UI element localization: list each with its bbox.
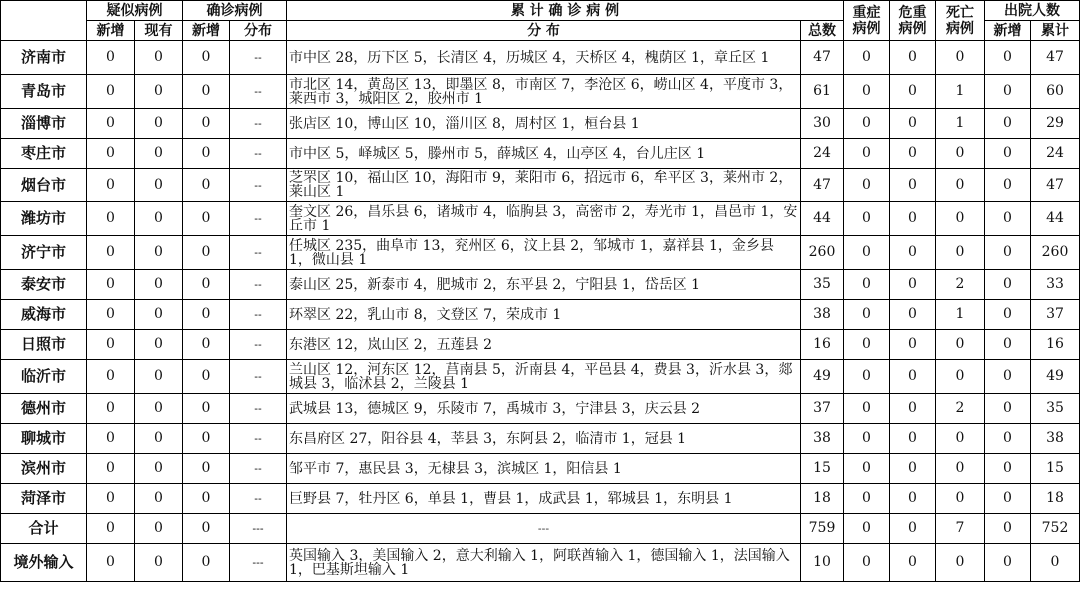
distribution-text: --- <box>287 514 801 544</box>
discharged-cumulative: 35 <box>1031 394 1080 424</box>
total-cases: 47 <box>801 169 844 202</box>
discharged-new: 0 <box>985 270 1031 300</box>
city-name: 淄博市 <box>1 109 87 139</box>
city-name: 威海市 <box>1 300 87 330</box>
header-confirmed-distribution: 分布 <box>230 21 287 41</box>
discharged-cumulative: 29 <box>1031 109 1080 139</box>
confirmed-distribution: -- <box>230 109 287 139</box>
city-name: 泰安市 <box>1 270 87 300</box>
discharged-new: 0 <box>985 394 1031 424</box>
suspected-current: 0 <box>135 41 183 75</box>
header-city-blank <box>1 1 87 41</box>
table-row <box>1 75 1080 109</box>
total-cases: 10 <box>801 544 844 582</box>
confirmed-distribution: -- <box>230 202 287 236</box>
header-suspected-current: 现有 <box>135 21 183 41</box>
table-row <box>1 202 1080 236</box>
confirmed-new: 0 <box>183 139 230 169</box>
distribution-text: 市中区 28，历下区 5，长清区 4，历城区 4，天桥区 4，槐荫区 1，章丘区 1 <box>287 41 801 75</box>
suspected-current: 0 <box>135 454 183 484</box>
critical-cases: 0 <box>890 360 936 394</box>
death-cases: 0 <box>936 544 985 582</box>
total-cases: 30 <box>801 109 844 139</box>
distribution-text: 武城县 13，德城区 9，乐陵市 7，禹城市 3，宁津县 3，庆云县 2 <box>287 394 801 424</box>
confirmed-new: 0 <box>183 514 230 544</box>
discharged-cumulative: 24 <box>1031 139 1080 169</box>
total-cases: 16 <box>801 330 844 360</box>
critical-cases: 0 <box>890 454 936 484</box>
header-cumulative: 累 计 确 诊 病 例 <box>287 1 844 21</box>
table-row <box>1 484 1080 514</box>
confirmed-distribution: -- <box>230 236 287 270</box>
city-name: 合计 <box>1 514 87 544</box>
severe-cases: 0 <box>844 139 890 169</box>
discharged-new: 0 <box>985 514 1031 544</box>
distribution-text: 任城区 235，曲阜市 13，兖州区 6，汶上县 2，邹城市 1，嘉祥县 1，金乡县 1，微山县 1 <box>287 236 801 270</box>
severe-cases: 0 <box>844 109 890 139</box>
discharged-cumulative: 752 <box>1031 514 1080 544</box>
confirmed-distribution: -- <box>230 169 287 202</box>
discharged-cumulative: 16 <box>1031 330 1080 360</box>
confirmed-new: 0 <box>183 424 230 454</box>
death-cases: 0 <box>936 169 985 202</box>
header-discharged-cumulative: 累计 <box>1031 21 1080 41</box>
table-row <box>1 109 1080 139</box>
suspected-current: 0 <box>135 139 183 169</box>
suspected-current: 0 <box>135 109 183 139</box>
discharged-new: 0 <box>985 454 1031 484</box>
discharged-new: 0 <box>985 544 1031 582</box>
discharged-cumulative: 18 <box>1031 484 1080 514</box>
total-cases: 61 <box>801 75 844 109</box>
severe-cases: 0 <box>844 424 890 454</box>
confirmed-distribution: -- <box>230 454 287 484</box>
suspected-current: 0 <box>135 424 183 454</box>
death-cases: 0 <box>936 236 985 270</box>
discharged-new: 0 <box>985 169 1031 202</box>
header-total: 总数 <box>801 21 844 41</box>
suspected-new: 0 <box>87 75 135 109</box>
suspected-new: 0 <box>87 424 135 454</box>
confirmed-new: 0 <box>183 544 230 582</box>
city-name: 潍坊市 <box>1 202 87 236</box>
severe-cases: 0 <box>844 270 890 300</box>
table-row <box>1 360 1080 394</box>
discharged-new: 0 <box>985 202 1031 236</box>
death-cases: 0 <box>936 484 985 514</box>
critical-cases: 0 <box>890 270 936 300</box>
distribution-text: 邹平市 7，惠民县 3，无棣县 3，滨城区 1，阳信县 1 <box>287 454 801 484</box>
discharged-cumulative: 33 <box>1031 270 1080 300</box>
distribution-text: 市北区 14，黄岛区 13，即墨区 8，市南区 7，李沧区 6，崂山区 4，平度市 3，莱西市 3，城阳区 2，胶州市 1 <box>287 75 801 109</box>
suspected-current: 0 <box>135 270 183 300</box>
distribution-text: 张店区 10，博山区 10，淄川区 8，周村区 1，桓台县 1 <box>287 109 801 139</box>
city-name: 滨州市 <box>1 454 87 484</box>
total-cases: 38 <box>801 424 844 454</box>
table-row <box>1 424 1080 454</box>
confirmed-distribution: -- <box>230 424 287 454</box>
distribution-text: 兰山区 12，河东区 12，莒南县 5，沂南县 4，平邑县 4，费县 3，沂水县 3，郯城县 3，临沭县 2，兰陵县 1 <box>287 360 801 394</box>
critical-cases: 0 <box>890 41 936 75</box>
table-row <box>1 270 1080 300</box>
death-cases: 7 <box>936 514 985 544</box>
city-name: 日照市 <box>1 330 87 360</box>
suspected-new: 0 <box>87 41 135 75</box>
city-name: 烟台市 <box>1 169 87 202</box>
total-cases: 35 <box>801 270 844 300</box>
severe-cases: 0 <box>844 202 890 236</box>
suspected-current: 0 <box>135 202 183 236</box>
total-cases: 759 <box>801 514 844 544</box>
discharged-new: 0 <box>985 75 1031 109</box>
discharged-new: 0 <box>985 236 1031 270</box>
table-row <box>1 330 1080 360</box>
severe-cases: 0 <box>844 169 890 202</box>
city-name: 枣庄市 <box>1 139 87 169</box>
total-cases: 18 <box>801 484 844 514</box>
total-cases: 47 <box>801 41 844 75</box>
suspected-new: 0 <box>87 202 135 236</box>
header-suspected-new: 新增 <box>87 21 135 41</box>
table-row <box>1 169 1080 202</box>
death-cases: 1 <box>936 109 985 139</box>
death-cases: 1 <box>936 75 985 109</box>
table-row <box>1 544 1080 582</box>
confirmed-distribution: -- <box>230 75 287 109</box>
discharged-new: 0 <box>985 139 1031 169</box>
suspected-new: 0 <box>87 330 135 360</box>
distribution-text: 芝罘区 10，福山区 10，海阳市 9，莱阳市 6，招远市 6，牟平区 3，莱州市 2，莱山区 1 <box>287 169 801 202</box>
city-name: 境外输入 <box>1 544 87 582</box>
distribution-text: 环翠区 22，乳山市 8，文登区 7，荣成市 1 <box>287 300 801 330</box>
severe-cases: 0 <box>844 41 890 75</box>
table-row <box>1 236 1080 270</box>
critical-cases: 0 <box>890 544 936 582</box>
city-name: 青岛市 <box>1 75 87 109</box>
header-confirmed-new: 新增 <box>183 21 230 41</box>
total-cases: 24 <box>801 139 844 169</box>
discharged-new: 0 <box>985 41 1031 75</box>
discharged-cumulative: 0 <box>1031 544 1080 582</box>
header-discharged-new: 新增 <box>985 21 1031 41</box>
critical-cases: 0 <box>890 394 936 424</box>
total-cases: 49 <box>801 360 844 394</box>
discharged-new: 0 <box>985 300 1031 330</box>
confirmed-new: 0 <box>183 300 230 330</box>
confirmed-distribution: --- <box>230 514 287 544</box>
suspected-current: 0 <box>135 169 183 202</box>
confirmed-new: 0 <box>183 454 230 484</box>
confirmed-distribution: -- <box>230 41 287 75</box>
discharged-cumulative: 37 <box>1031 300 1080 330</box>
confirmed-new: 0 <box>183 330 230 360</box>
suspected-current: 0 <box>135 236 183 270</box>
severe-cases: 0 <box>844 454 890 484</box>
discharged-cumulative: 15 <box>1031 454 1080 484</box>
critical-cases: 0 <box>890 330 936 360</box>
table-row <box>1 394 1080 424</box>
death-cases: 2 <box>936 270 985 300</box>
distribution-text: 英国输入 3，美国输入 2，意大利输入 1，阿联酋输入 1，德国输入 1，法国输入 1，巴基斯坦输入 1 <box>287 544 801 582</box>
severe-cases: 0 <box>844 75 890 109</box>
critical-cases: 0 <box>890 75 936 109</box>
critical-cases: 0 <box>890 514 936 544</box>
confirmed-distribution: -- <box>230 394 287 424</box>
header-critical: 危重病例 <box>890 1 936 41</box>
discharged-cumulative: 47 <box>1031 41 1080 75</box>
confirmed-new: 0 <box>183 270 230 300</box>
header-discharged: 出院人数 <box>985 1 1080 21</box>
suspected-new: 0 <box>87 484 135 514</box>
confirmed-new: 0 <box>183 360 230 394</box>
table-row <box>1 514 1080 544</box>
critical-cases: 0 <box>890 139 936 169</box>
suspected-current: 0 <box>135 394 183 424</box>
suspected-current: 0 <box>135 300 183 330</box>
discharged-new: 0 <box>985 330 1031 360</box>
confirmed-distribution: --- <box>230 544 287 582</box>
distribution-text: 巨野县 7，牡丹区 6，单县 1，曹县 1，成武县 1，郓城县 1，东明县 1 <box>287 484 801 514</box>
suspected-new: 0 <box>87 394 135 424</box>
discharged-new: 0 <box>985 484 1031 514</box>
city-name: 临沂市 <box>1 360 87 394</box>
suspected-current: 0 <box>135 75 183 109</box>
confirmed-distribution: -- <box>230 300 287 330</box>
discharged-cumulative: 60 <box>1031 75 1080 109</box>
critical-cases: 0 <box>890 109 936 139</box>
header-deaths: 死亡病例 <box>936 1 985 41</box>
distribution-text: 奎文区 26，昌乐县 6，诸城市 4，临朐县 3，高密市 2，寿光市 1，昌邑市 1，安丘市 1 <box>287 202 801 236</box>
suspected-new: 0 <box>87 236 135 270</box>
suspected-new: 0 <box>87 270 135 300</box>
total-cases: 38 <box>801 300 844 330</box>
distribution-text: 东昌府区 27，阳谷县 4，莘县 3，东阿县 2，临清市 1，冠县 1 <box>287 424 801 454</box>
confirmed-new: 0 <box>183 169 230 202</box>
table-row <box>1 300 1080 330</box>
distribution-text: 泰山区 25，新泰市 4，肥城市 2，东平县 2，宁阳县 1，岱岳区 1 <box>287 270 801 300</box>
confirmed-new: 0 <box>183 484 230 514</box>
severe-cases: 0 <box>844 236 890 270</box>
confirmed-distribution: -- <box>230 484 287 514</box>
critical-cases: 0 <box>890 484 936 514</box>
city-name: 菏泽市 <box>1 484 87 514</box>
severe-cases: 0 <box>844 330 890 360</box>
confirmed-distribution: -- <box>230 360 287 394</box>
confirmed-distribution: -- <box>230 270 287 300</box>
death-cases: 0 <box>936 330 985 360</box>
confirmed-new: 0 <box>183 75 230 109</box>
confirmed-new: 0 <box>183 202 230 236</box>
total-cases: 15 <box>801 454 844 484</box>
death-cases: 0 <box>936 454 985 484</box>
death-cases: 1 <box>936 300 985 330</box>
critical-cases: 0 <box>890 424 936 454</box>
suspected-current: 0 <box>135 484 183 514</box>
discharged-new: 0 <box>985 360 1031 394</box>
suspected-new: 0 <box>87 454 135 484</box>
critical-cases: 0 <box>890 169 936 202</box>
suspected-new: 0 <box>87 169 135 202</box>
discharged-new: 0 <box>985 424 1031 454</box>
death-cases: 2 <box>936 394 985 424</box>
severe-cases: 0 <box>844 544 890 582</box>
header-severe: 重症病例 <box>844 1 890 41</box>
header-suspected: 疑似病例 <box>87 1 183 21</box>
severe-cases: 0 <box>844 484 890 514</box>
discharged-cumulative: 260 <box>1031 236 1080 270</box>
total-cases: 44 <box>801 202 844 236</box>
suspected-current: 0 <box>135 514 183 544</box>
suspected-new: 0 <box>87 109 135 139</box>
city-name: 济宁市 <box>1 236 87 270</box>
suspected-current: 0 <box>135 544 183 582</box>
critical-cases: 0 <box>890 202 936 236</box>
discharged-cumulative: 38 <box>1031 424 1080 454</box>
severe-cases: 0 <box>844 300 890 330</box>
death-cases: 0 <box>936 202 985 236</box>
table-row <box>1 41 1080 75</box>
confirmed-new: 0 <box>183 41 230 75</box>
city-name: 济南市 <box>1 41 87 75</box>
severe-cases: 0 <box>844 360 890 394</box>
confirmed-new: 0 <box>183 236 230 270</box>
confirmed-distribution: -- <box>230 139 287 169</box>
suspected-new: 0 <box>87 300 135 330</box>
severe-cases: 0 <box>844 394 890 424</box>
death-cases: 0 <box>936 139 985 169</box>
discharged-new: 0 <box>985 109 1031 139</box>
severe-cases: 0 <box>844 514 890 544</box>
critical-cases: 0 <box>890 300 936 330</box>
header-distribution: 分 布 <box>287 21 801 41</box>
critical-cases: 0 <box>890 236 936 270</box>
confirmed-new: 0 <box>183 394 230 424</box>
total-cases: 37 <box>801 394 844 424</box>
table-row <box>1 454 1080 484</box>
death-cases: 0 <box>936 41 985 75</box>
distribution-text: 市中区 5，峄城区 5，滕州市 5，薛城区 4，山亭区 4，台儿庄区 1 <box>287 139 801 169</box>
confirmed-new: 0 <box>183 109 230 139</box>
total-cases: 260 <box>801 236 844 270</box>
suspected-new: 0 <box>87 139 135 169</box>
suspected-current: 0 <box>135 360 183 394</box>
suspected-current: 0 <box>135 330 183 360</box>
city-name: 聊城市 <box>1 424 87 454</box>
death-cases: 0 <box>936 360 985 394</box>
city-name: 德州市 <box>1 394 87 424</box>
confirmed-distribution: -- <box>230 330 287 360</box>
death-cases: 0 <box>936 424 985 454</box>
discharged-cumulative: 49 <box>1031 360 1080 394</box>
suspected-new: 0 <box>87 514 135 544</box>
table-body <box>1 41 1080 582</box>
discharged-cumulative: 47 <box>1031 169 1080 202</box>
discharged-cumulative: 44 <box>1031 202 1080 236</box>
table-row <box>1 139 1080 169</box>
suspected-new: 0 <box>87 360 135 394</box>
suspected-new: 0 <box>87 544 135 582</box>
header-confirmed: 确诊病例 <box>183 1 287 21</box>
distribution-text: 东港区 12，岚山区 2，五莲县 2 <box>287 330 801 360</box>
